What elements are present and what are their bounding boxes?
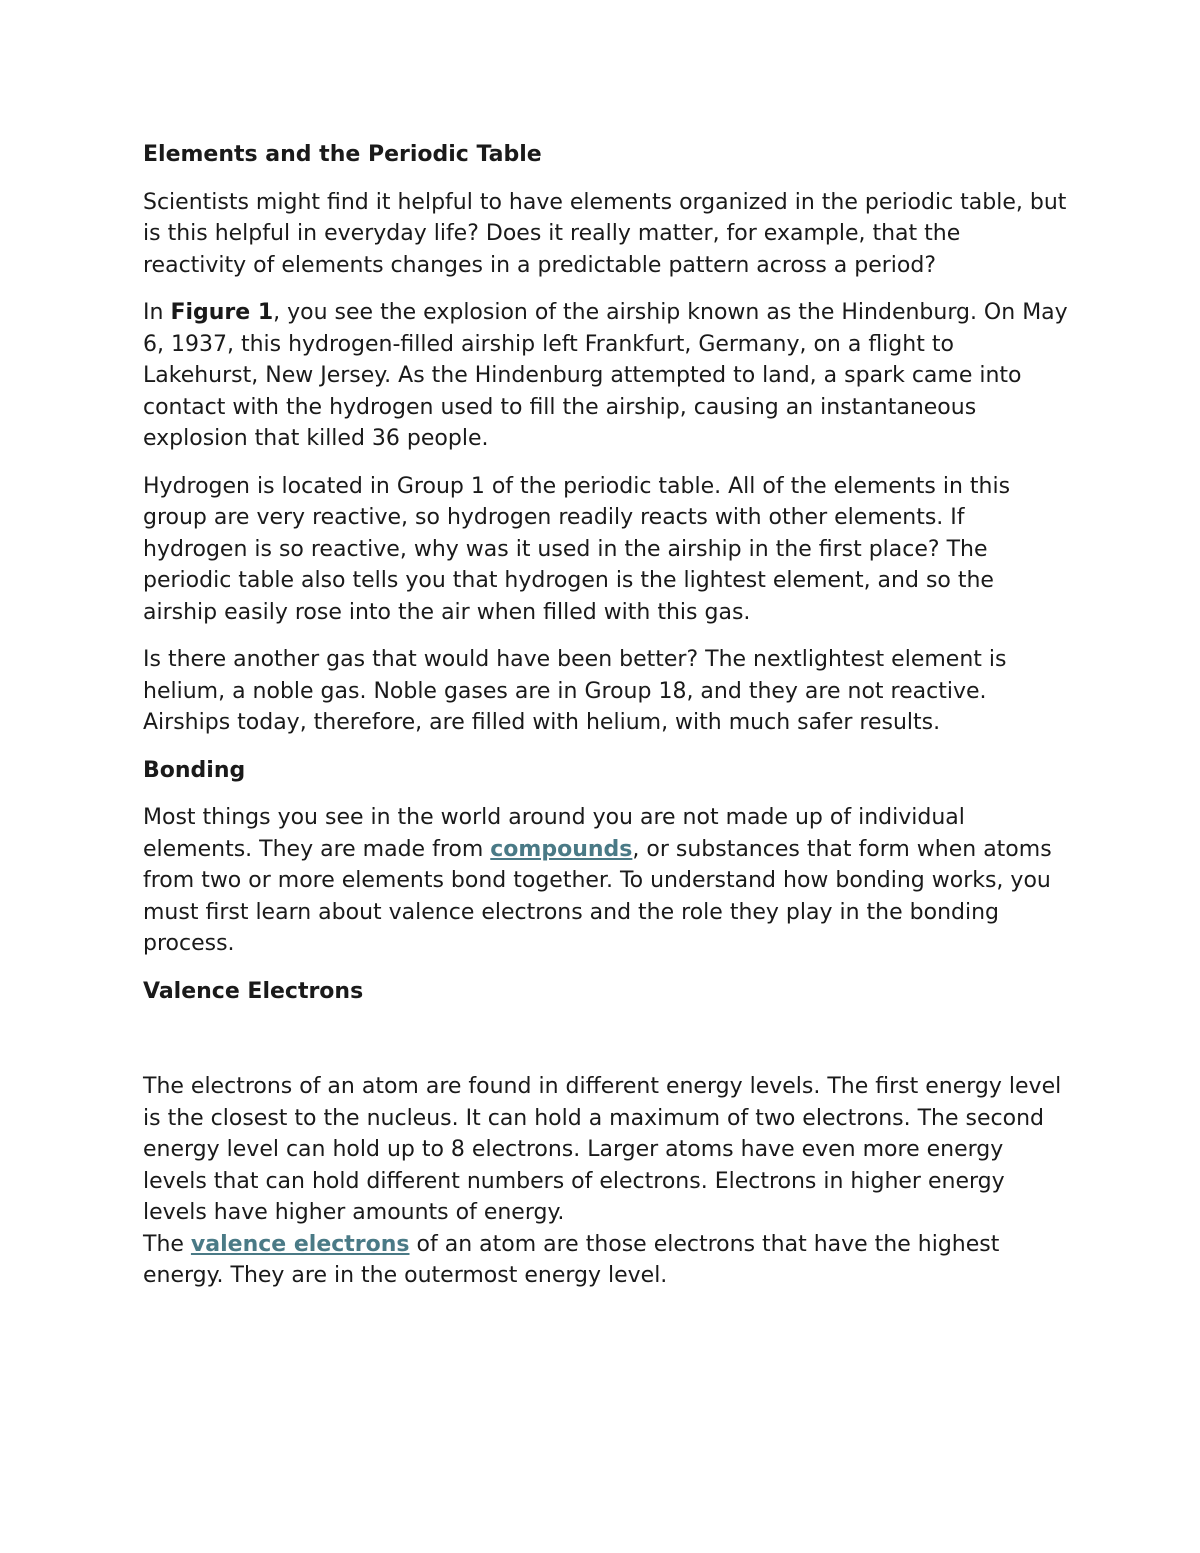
paragraph-text: , you see the explosion of the airship known as the Hindenburg. On May 6, 1937, this hydrogen-filled airship left Frankfurt, Germany, on a flight to Lakehurst, New Jersey. As the Hindenburg attempted to land, a spark came into contact with the hydrogen used to fill the airship, causing an instantaneous explosion that killed 36 people. (143, 300, 1068, 451)
paragraph-text: The (143, 1231, 191, 1257)
paragraph-helium: Is there another gas that would have been better? The nextlightest element is helium, a noble gas. Noble gases are in Group 18, and they are not reactive. Airships today, therefore, are filled with helium, with much safer results. (143, 647, 1007, 735)
paragraph-bonding (143, 802, 1068, 960)
section-heading-bonding: Bonding (143, 757, 246, 783)
blank-line (143, 1023, 1068, 1071)
paragraph-intro: Scientists might find it helpful to have elements organized in the periodic table, but is this helpful in everyday life? Does it really matter, for example, that the reactivity of elements changes in a predictable pattern across a period? (143, 189, 1067, 278)
paragraph-text: In (143, 300, 171, 325)
paragraph-energy-levels: The electrons of an atom are found in different energy levels. The first energy level is the closest to the nucleus. It can hold a maximum of two electrons. The second energy level can hold up to 8 electrons. Larger atoms have even more energy levels that can hold different numbers of electrons. Electrons in higher energy levels have higher amounts of energy. (143, 1074, 1062, 1225)
page-title: Elements and the Periodic Table (143, 142, 542, 167)
compounds-link[interactable]: compounds (490, 836, 633, 862)
paragraph-text: Most things you see in the world around you are not made up of individual elements. They are made from (143, 805, 965, 862)
figure-reference: Figure 1 (170, 300, 274, 325)
document-body (143, 139, 1068, 1308)
paragraph-hindenburg (143, 297, 1068, 455)
paragraph-text: , or substances that form when atoms from two or more elements bond together. To understand how bonding works, you must first learn about valence electrons and the role they play in the bonding process. (143, 836, 1052, 956)
paragraph-valence-definition (143, 1229, 1068, 1292)
section-heading-valence-electrons: Valence Electrons (143, 978, 364, 1004)
paragraph-text: of an atom are those electrons that have the highest energy. They are in the outermost energy level. (143, 1231, 1000, 1288)
paragraph-hydrogen: Hydrogen is located in Group 1 of the periodic table. All of the elements in this group are very reactive, so hydrogen readily reacts with other elements. If hydrogen is so reactive, why was it used in the airship in the first place? The periodic table also tells you that hydrogen is the lightest element, and so the airship easily rose into the air when filled with this gas. (143, 473, 1011, 625)
valence-electrons-link[interactable]: valence electrons (190, 1231, 410, 1257)
